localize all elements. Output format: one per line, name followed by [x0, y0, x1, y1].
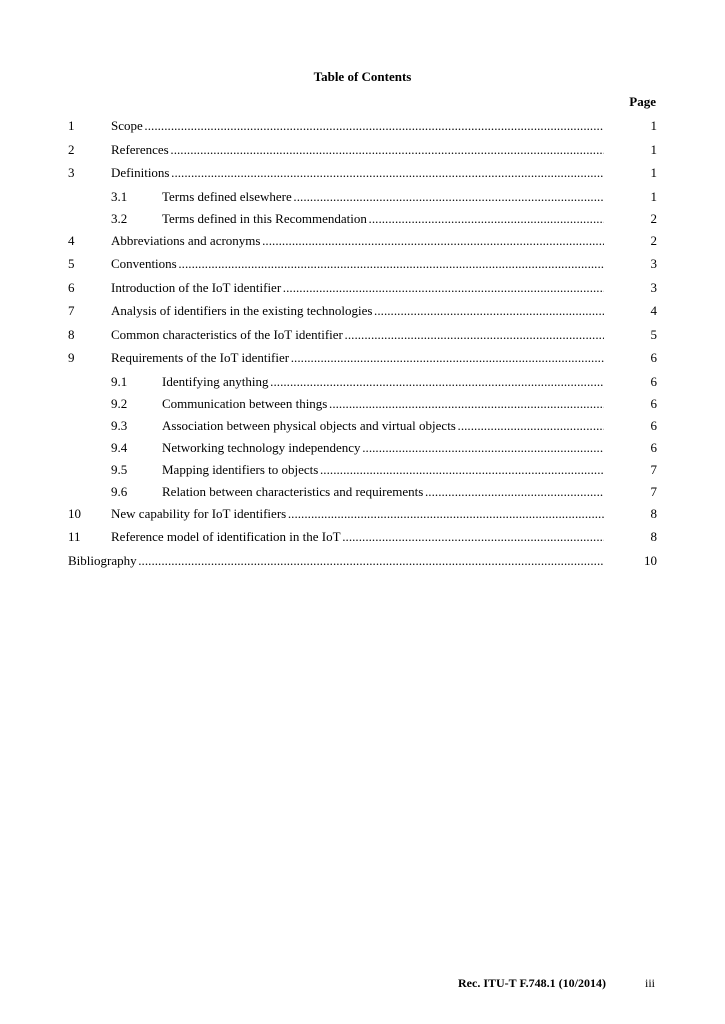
toc-entry-page: 7	[650, 483, 657, 499]
toc-entry-page: 2	[650, 232, 657, 248]
toc-entry-title[interactable]: Introduction of the IoT identifier . . .	[111, 280, 604, 296]
toc-entry-page: 1	[650, 188, 657, 204]
toc-entry-page: 5	[650, 326, 657, 342]
toc-entry-title[interactable]: Abbreviations and acronyms . . .	[111, 233, 604, 249]
toc-entry-page: 6	[650, 439, 657, 455]
toc-entry[interactable]	[68, 506, 657, 522]
toc-entry-title[interactable]: Association between physical objects and virtual objects . . .	[162, 418, 604, 434]
toc-entry[interactable]	[68, 303, 657, 319]
toc-entry-page: 3	[650, 256, 657, 271]
toc-entry-number: 3.2	[111, 210, 128, 226]
toc-entry-title[interactable]: Requirements of the IoT identifier . . .	[111, 350, 604, 366]
toc-entry-page: 2	[650, 210, 657, 226]
toc-entry-number: 9.4	[111, 439, 128, 455]
page-footer	[0, 975, 725, 991]
toc-entry-number: 10	[68, 505, 81, 521]
toc-entry-number: 6	[68, 279, 75, 295]
toc-entry-number: 3.1	[111, 188, 128, 204]
toc-entry[interactable]	[68, 280, 657, 296]
toc-entry[interactable]	[68, 165, 657, 181]
toc-entry[interactable]	[68, 484, 657, 500]
toc-entry-page: 6	[650, 350, 657, 365]
toc-entry-number: 9.5	[111, 461, 128, 477]
toc-entry[interactable]	[68, 440, 657, 456]
toc-entry-page: 8	[650, 529, 657, 544]
toc-entry-title[interactable]: Terms defined elsewhere . . .	[162, 189, 604, 205]
toc-entry-page: 7	[650, 461, 657, 477]
toc-entry-title[interactable]: Scope . . .	[111, 118, 604, 134]
toc-entry-number: 4	[68, 232, 75, 248]
toc-entry-number: 7	[68, 303, 75, 318]
toc-entry-page: 6	[650, 373, 657, 389]
footer-recommendation: Rec. ITU-T F.748.1 (10/2014)	[458, 976, 606, 990]
toc-entry[interactable]	[68, 553, 657, 569]
toc-entry-number: 9.1	[111, 373, 128, 389]
toc-entry-number: 2	[68, 141, 75, 157]
toc-entry-title[interactable]: Analysis of identifiers in the existing technologies . . .	[111, 303, 604, 319]
toc-entry-title[interactable]: Networking technology independency . . .	[162, 440, 604, 456]
toc-entry-title[interactable]: Common characteristics of the IoT identifier . . .	[111, 327, 604, 343]
toc-entry-number: 3	[68, 165, 75, 180]
toc-entry-title[interactable]: Relation between characteristics and requirements . . .	[162, 484, 604, 500]
toc-entry-page: 8	[650, 505, 657, 521]
toc-entry[interactable]	[68, 350, 657, 366]
toc-entry[interactable]	[68, 418, 657, 434]
toc-entry-page: 1	[650, 165, 657, 180]
toc-entry-page: 3	[650, 279, 657, 295]
toc-entry[interactable]	[68, 327, 657, 343]
toc-entry-number: 8	[68, 326, 75, 342]
toc-entry-title[interactable]: Conventions . . .	[111, 256, 604, 272]
toc-entry-page: 6	[650, 417, 657, 433]
toc-entry-title[interactable]: Reference model of identification in the IoT . . .	[111, 529, 604, 545]
toc-entry-page: 6	[650, 395, 657, 411]
toc-entry-number: 9	[68, 350, 75, 365]
toc-entry[interactable]	[68, 211, 657, 227]
toc-entry-number: 9.2	[111, 395, 128, 411]
toc-entry-title[interactable]: Mapping identifiers to objects . . .	[162, 462, 604, 478]
toc-entry[interactable]	[68, 118, 657, 134]
footer-page-number: iii	[644, 976, 655, 990]
toc-entry-title[interactable]: Terms defined in this Recommendation . . .	[162, 211, 604, 227]
toc-entry[interactable]	[68, 256, 657, 272]
toc-entry-number: 9.3	[111, 417, 128, 433]
toc-entry-page: 10	[644, 552, 657, 568]
toc-entry[interactable]	[68, 233, 657, 249]
toc-entry-number: 9.6	[111, 483, 128, 499]
toc-entry-page: 4	[650, 303, 657, 318]
page-column-label: Page	[629, 94, 656, 109]
toc-heading: Table of Contents	[313, 69, 412, 84]
toc-entry[interactable]	[68, 396, 657, 412]
toc-entry-title[interactable]: References . . .	[111, 142, 604, 158]
toc-entry-title[interactable]: Identifying anything . . .	[162, 374, 604, 390]
toc-entry[interactable]	[68, 462, 657, 478]
toc-entry[interactable]	[68, 529, 657, 545]
toc-entry-number: 11	[68, 529, 81, 544]
toc-entry-title[interactable]: New capability for IoT identifiers . . .	[111, 506, 604, 522]
toc-entry-page: 1	[650, 141, 657, 157]
toc-entry-title[interactable]: Bibliography . . .	[68, 553, 604, 569]
toc-entry-title[interactable]: Definitions . . .	[111, 165, 604, 181]
table-of-contents	[68, 118, 657, 576]
toc-entry[interactable]	[68, 189, 657, 205]
toc-entry[interactable]	[68, 142, 657, 158]
toc-entry-title[interactable]: Communication between things . . .	[162, 396, 604, 412]
toc-entry-number: 1	[68, 118, 75, 133]
toc-entry[interactable]	[68, 374, 657, 390]
toc-entry-number: 5	[68, 256, 75, 271]
toc-entry-page: 1	[650, 118, 657, 133]
